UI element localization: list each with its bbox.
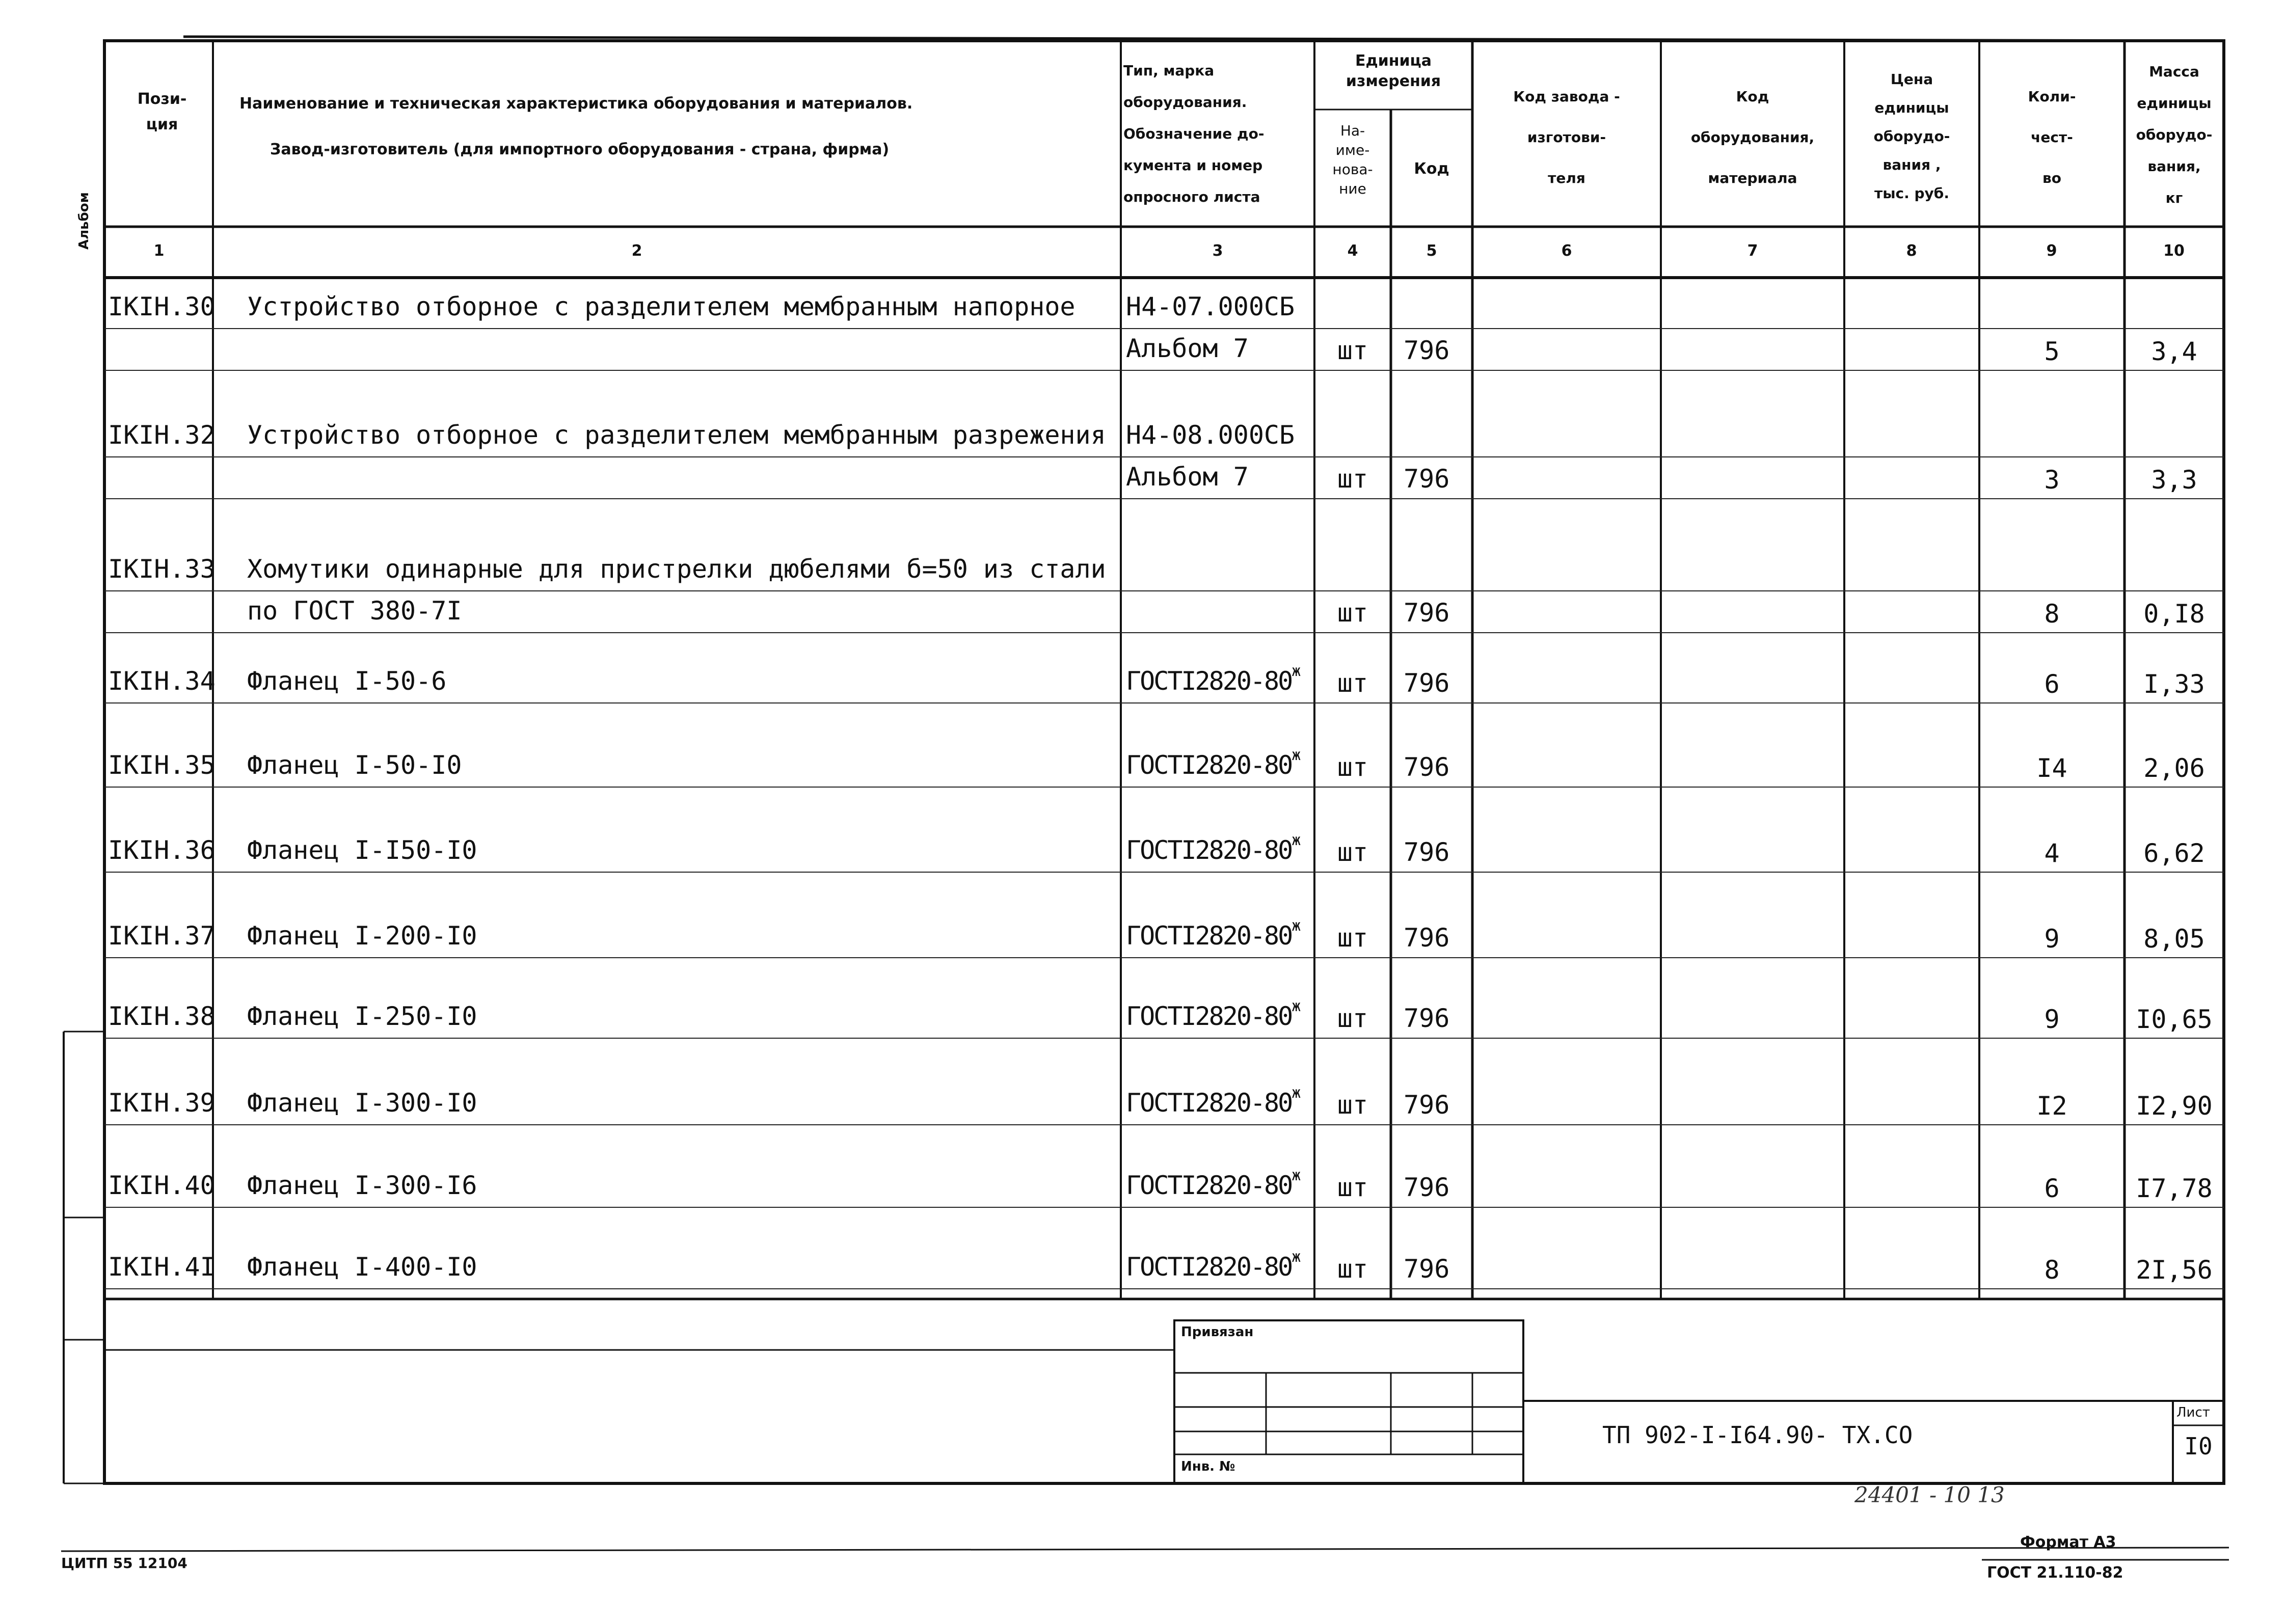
- album-reference: Альбом 7: [1126, 334, 1249, 363]
- album-reference: Альбом 7: [1126, 462, 1249, 492]
- column-number: 6: [1561, 242, 1572, 260]
- mass-value: 2I,56: [2136, 1255, 2213, 1285]
- mass-value: I0,65: [2136, 1005, 2213, 1034]
- unit-code: 796: [1404, 923, 1450, 953]
- position-code: IKIH.36: [108, 835, 216, 865]
- gost-revision-mark: ж: [1292, 917, 1300, 935]
- item-name: Фланец I-400-I0: [247, 1252, 477, 1282]
- item-name: Фланец I-250-I0: [247, 1002, 477, 1031]
- quantity-value: 8: [2044, 1255, 2060, 1285]
- gost-revision-mark: ж: [1292, 746, 1300, 764]
- stamp-privyazan: Привязан: [1181, 1324, 1254, 1340]
- mass-value: 2,06: [2143, 753, 2205, 783]
- header-equipment-code: Код оборудования, материала: [1690, 88, 1815, 186]
- position-code: IKIH.4I: [108, 1252, 216, 1282]
- gost-reference: $ГОСТI2820-80^ж$: [1126, 662, 1300, 696]
- gost-reference: $ГОСТI2820-80^ж$: [1126, 831, 1300, 865]
- sheet-number: I0: [2184, 1432, 2213, 1460]
- quantity-value: 8: [2044, 599, 2060, 629]
- mass-value: 3,4: [2151, 337, 2197, 366]
- side-album-mark: Альбом: [76, 192, 92, 250]
- unit-code: 796: [1404, 1173, 1450, 1202]
- gost-reference: $ГОСТI2820-80^ж$: [1126, 746, 1300, 780]
- mass-value: I,33: [2143, 669, 2205, 699]
- unit-code: 796: [1404, 1090, 1450, 1120]
- header-unit-name: На- име- нова- ние: [1332, 122, 1373, 197]
- quantity-value: I4: [2036, 753, 2067, 783]
- unit-code: 796: [1404, 668, 1450, 698]
- item-name: Фланец I-50-I0: [247, 750, 462, 780]
- column-number: 7: [1747, 242, 1758, 260]
- header-unit-mass: Масса единицы оборудо- вания, кг: [2136, 63, 2213, 206]
- mass-value: 6,62: [2143, 838, 2205, 868]
- unit-code: 796: [1404, 752, 1450, 782]
- column-number: 9: [2046, 242, 2057, 260]
- mass-value: 3,3: [2151, 465, 2197, 495]
- column-number: 8: [1906, 242, 1917, 260]
- gost-revision-mark: ж: [1292, 1167, 1300, 1184]
- column-number: 2: [631, 242, 642, 260]
- item-name: Фланец I-300-I0: [247, 1088, 477, 1118]
- header-unit-code: Код: [1414, 160, 1449, 178]
- unit-name: шт: [1337, 598, 1368, 628]
- unit-name: шт: [1337, 923, 1368, 953]
- gost-reference: $ГОСТI2820-80^ж$: [1126, 917, 1300, 951]
- item-name: Фланец I-300-I6: [247, 1171, 477, 1200]
- gost-label: ГОСТ 21.110-82: [1987, 1564, 2123, 1582]
- gost-revision-mark: ж: [1292, 662, 1300, 680]
- item-name: Устройство отборное с разделителем мембранным разрежения: [247, 420, 1106, 450]
- item-name: Фланец I-200-I0: [247, 921, 477, 951]
- column-number: 5: [1426, 242, 1437, 260]
- gost-revision-mark: ж: [1292, 1248, 1300, 1266]
- quantity-value: 9: [2044, 924, 2060, 954]
- archive-inv-label: ЦИТП 55 12104: [61, 1555, 187, 1572]
- unit-name: шт: [1337, 668, 1368, 698]
- quantity-value: 3: [2044, 465, 2060, 495]
- item-name: Устройство отборное с разделителем мембранным напорное: [247, 292, 1075, 321]
- unit-name: шт: [1337, 1173, 1368, 1202]
- gost-reference: $ГОСТI2820-80^ж$: [1126, 1248, 1300, 1282]
- unit-name: шт: [1337, 752, 1368, 782]
- quantity-value: 6: [2044, 669, 2060, 699]
- document-designation: ТП 902-I-I64.90- ТХ.СО: [1602, 1421, 1913, 1449]
- unit-name: шт: [1337, 837, 1368, 867]
- item-name-continued: по ГОСТ 380-7I: [247, 596, 462, 626]
- position-code: IKIH.30: [108, 292, 216, 321]
- header-unit-price: Цена единицы оборудо- вания , тыс. руб.: [1873, 71, 1950, 202]
- quantity-value: 6: [2044, 1174, 2060, 1203]
- position-code: IKIH.38: [108, 1002, 216, 1031]
- position-code: IKIH.37: [108, 921, 216, 951]
- position-code: IKIH.32: [108, 420, 216, 450]
- item-name: Хомутики одинарные для пристрелки дюбелями б=50 из стали: [247, 554, 1106, 584]
- position-code: IKIH.33: [108, 554, 216, 584]
- header-type-column: Тип, марка оборудования. Обозначение до- кумента и номер опросного листа: [1123, 62, 1265, 205]
- position-code: IKIH.34: [108, 666, 216, 696]
- quantity-value: 9: [2044, 1005, 2060, 1034]
- header-name-line2: Завод-изготовитель (для импортного оборудования - страна, фирма): [270, 141, 890, 158]
- header-name-line1: Наименование и техническая характеристика оборудования и материалов.: [239, 95, 913, 113]
- header-position: Пози- ция: [137, 90, 187, 133]
- unit-code: 796: [1404, 336, 1450, 365]
- position-code: IKIH.35: [108, 750, 216, 780]
- gost-revision-mark: ж: [1292, 831, 1300, 849]
- unit-code: 796: [1404, 1004, 1450, 1033]
- header-unit-group: Единица измерения: [1346, 52, 1441, 90]
- unit-code: 796: [1404, 598, 1450, 628]
- unit-code: 796: [1404, 464, 1450, 494]
- handwritten-note: 24401 - 10 13: [1854, 1482, 2005, 1507]
- header-factory-code: Код завода - изготови- теля: [1513, 88, 1620, 186]
- item-name: Фланец I-50-6: [247, 666, 447, 696]
- format-label: Формат А3: [2020, 1533, 2116, 1551]
- stamp-inv-no: Инв. №: [1181, 1459, 1235, 1474]
- unit-name: шт: [1337, 1004, 1368, 1033]
- quantity-value: 5: [2044, 337, 2060, 366]
- unit-code: 796: [1404, 837, 1450, 867]
- gost-revision-mark: ж: [1292, 1084, 1300, 1102]
- document-designation-cell: H4-07.000СБ: [1126, 292, 1295, 321]
- gost-reference: $ГОСТI2820-80^ж$: [1126, 1167, 1300, 1200]
- column-number: 3: [1212, 242, 1223, 260]
- mass-value: 8,05: [2143, 924, 2205, 954]
- item-name: Фланец I-I50-I0: [247, 835, 477, 865]
- quantity-value: I2: [2036, 1091, 2067, 1121]
- mass-value: I7,78: [2136, 1174, 2213, 1203]
- quantity-value: 4: [2044, 838, 2060, 868]
- gost-reference: $ГОСТI2820-80^ж$: [1126, 997, 1300, 1031]
- column-number: 1: [153, 242, 165, 260]
- document-designation-cell: H4-08.000СБ: [1126, 420, 1295, 450]
- unit-name: шт: [1337, 464, 1368, 494]
- header-quantity: Коли- чест- во: [2028, 88, 2076, 186]
- position-code: IKIH.39: [108, 1088, 216, 1118]
- position-code: IKIH.40: [108, 1171, 216, 1200]
- column-number: 4: [1347, 242, 1358, 260]
- unit-code: 796: [1404, 1254, 1450, 1284]
- mass-value: I2,90: [2136, 1091, 2213, 1121]
- column-number: 10: [2163, 242, 2185, 260]
- sheet-label: Лист: [2176, 1405, 2210, 1420]
- gost-revision-mark: ж: [1292, 997, 1300, 1015]
- unit-name: шт: [1337, 336, 1368, 365]
- unit-name: шт: [1337, 1090, 1368, 1120]
- mass-value: 0,I8: [2143, 599, 2205, 629]
- gost-reference: $ГОСТI2820-80^ж$: [1126, 1084, 1300, 1118]
- unit-name: шт: [1337, 1254, 1368, 1284]
